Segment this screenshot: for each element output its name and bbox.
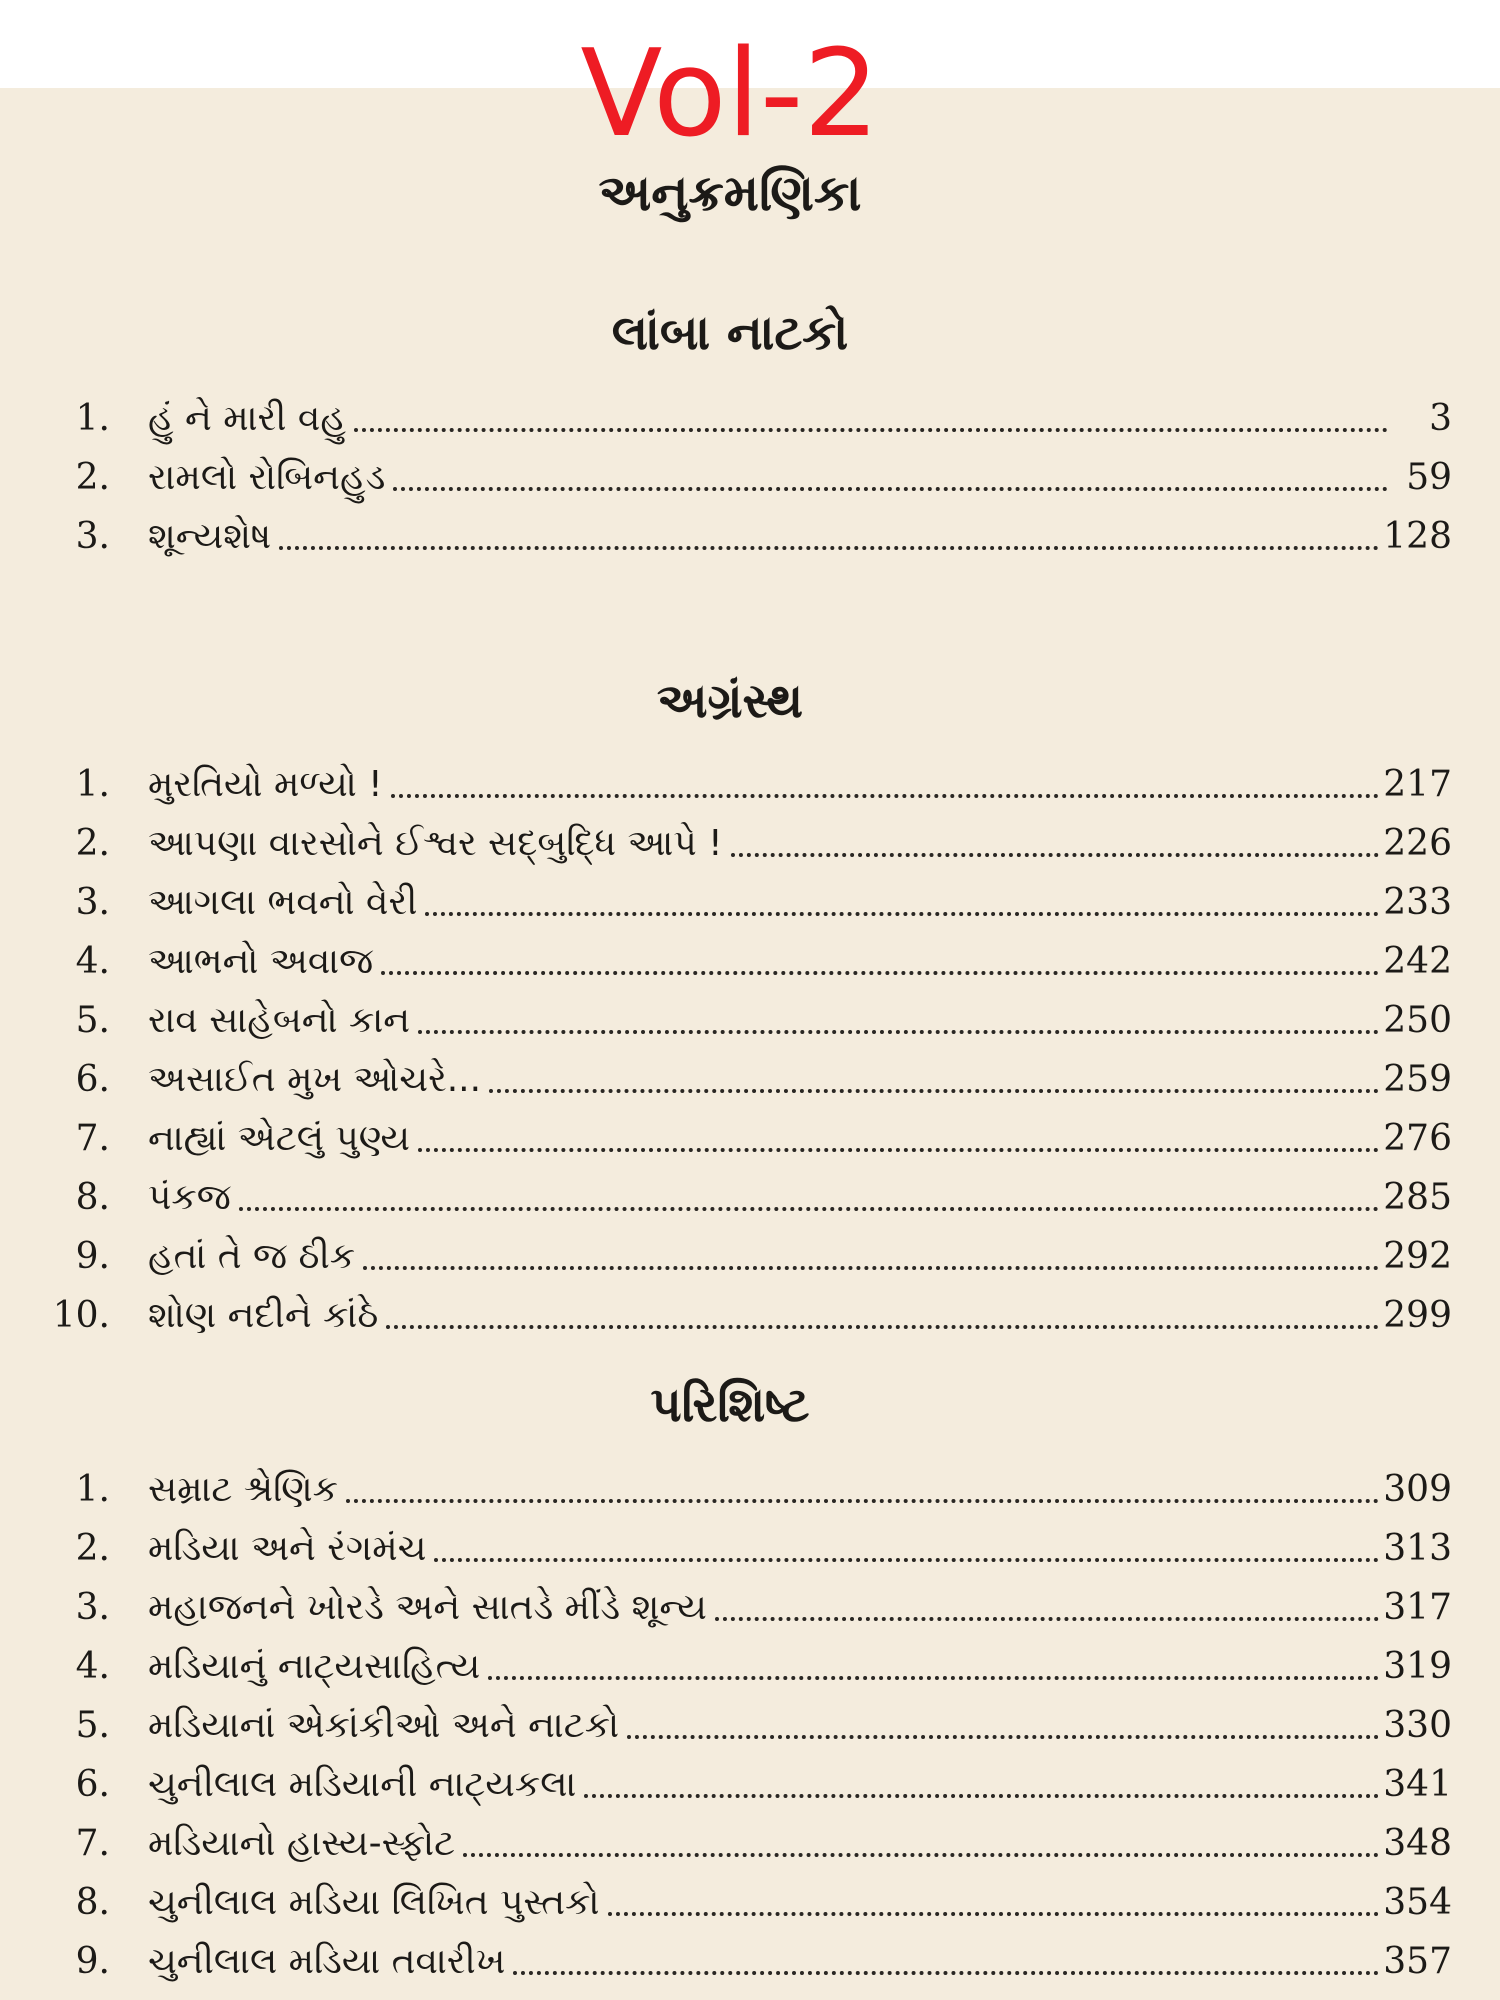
dot-leader: [584, 1790, 1379, 1798]
entry-number: 4.: [75, 1646, 110, 1687]
entry-number: 2.: [75, 1528, 110, 1569]
dot-leader: [381, 967, 1379, 975]
dot-leader: [731, 849, 1380, 857]
entry-title: મડિયાનો હાસ્ય-સ્ફોટ: [148, 1823, 456, 1864]
entry-page-number: 341: [1383, 1764, 1452, 1805]
toc-entry[interactable]: [30, 451, 1452, 505]
toc-entry[interactable]: [30, 1640, 1452, 1694]
entry-page-number: 357: [1383, 1941, 1452, 1982]
entry-title: નાહ્યાં એટલું પુણ્ય: [148, 1118, 410, 1159]
entry-title: ચુનીલાલ મડિયા તવારીખ: [148, 1941, 506, 1982]
entry-number: 6.: [75, 1764, 110, 1805]
dot-leader: [463, 1849, 1379, 1857]
entry-number: 10.: [52, 1295, 110, 1336]
entry-number: 4.: [75, 941, 110, 982]
entry-title: મુરતિયો મળ્યો !: [148, 764, 383, 805]
entry-title: રાવ સાહેબનો કાન: [148, 1000, 411, 1041]
entry-number: 9.: [75, 1236, 110, 1277]
entry-number: 1.: [75, 1469, 110, 1510]
toc-entry[interactable]: [30, 1876, 1452, 1930]
entry-title: રામલો રોબિનહુડ: [148, 457, 386, 498]
entry-page-number: 242: [1383, 941, 1452, 982]
entry-page-number: 292: [1383, 1236, 1452, 1277]
dot-leader: [386, 1321, 1379, 1329]
entry-number: 2.: [75, 457, 110, 498]
entry-title: મડિયાનું નાટ્યસાહિત્ય: [148, 1646, 481, 1687]
dot-leader: [434, 1554, 1379, 1562]
entry-number: 1.: [75, 398, 110, 439]
toc-entry[interactable]: [30, 1289, 1452, 1343]
section-heading-one-act-plays: અગ્રંસ્થ: [656, 673, 804, 729]
entry-page-number: 354: [1383, 1882, 1452, 1923]
entry-page-number: 276: [1383, 1118, 1452, 1159]
entry-title: મહાજનને ખોરડે અને સાતડે મીંડે શૂન્ય: [148, 1587, 707, 1628]
entry-title: સમ્રાટ શ્રેણિક: [148, 1469, 339, 1510]
entry-page-number: 330: [1383, 1705, 1452, 1746]
entry-number: 7.: [75, 1118, 110, 1159]
toc-entry[interactable]: [30, 935, 1452, 989]
entry-number: 7.: [75, 1823, 110, 1864]
entry-number: 3.: [75, 882, 110, 923]
entry-title: શોણ નદીને કાંઠે: [148, 1295, 379, 1336]
toc-entry[interactable]: [30, 994, 1452, 1048]
entry-page-number: 313: [1383, 1528, 1452, 1569]
entry-title: આગલા ભવનો વેરી: [148, 882, 418, 923]
entry-page-number: 348: [1383, 1823, 1452, 1864]
dot-leader: [391, 790, 1380, 798]
toc-entry[interactable]: [30, 1112, 1452, 1166]
entry-page-number: 319: [1383, 1646, 1452, 1687]
toc-entry[interactable]: [30, 1699, 1452, 1753]
entry-number: 8.: [75, 1882, 110, 1923]
entry-number: 1.: [75, 764, 110, 805]
entry-page-number: 250: [1383, 1000, 1452, 1041]
dot-leader: [363, 1262, 1379, 1270]
dot-leader: [715, 1613, 1379, 1621]
dot-leader: [425, 908, 1379, 916]
toc-entry[interactable]: [30, 876, 1452, 930]
toc-entry[interactable]: [30, 392, 1452, 446]
entry-number: 9.: [75, 1941, 110, 1982]
entry-page-number: 233: [1383, 882, 1452, 923]
entry-page-number: 128: [1383, 516, 1452, 557]
toc-entry[interactable]: [30, 758, 1452, 812]
entry-number: 3.: [75, 516, 110, 557]
dot-leader: [488, 1672, 1379, 1680]
entry-title: ચુનીલાલ મડિયાની નાટ્યકલા: [148, 1764, 577, 1805]
entry-page-number: 217: [1383, 764, 1452, 805]
dot-leader: [279, 542, 1379, 550]
dot-leader: [418, 1144, 1379, 1152]
entry-title: હતાં તે જ ઠીક: [148, 1236, 356, 1277]
section-heading-long-plays: લાંબા નાટકો: [611, 305, 849, 361]
entry-title: મડિયાનાં એકાંકીઓ અને નાટકો: [148, 1705, 620, 1746]
dot-leader: [346, 1495, 1379, 1503]
toc-entry[interactable]: [30, 1230, 1452, 1284]
section-heading-appendix: પરિશિષ્ટ: [650, 1377, 810, 1433]
toc-entry[interactable]: [30, 1817, 1452, 1871]
dot-leader: [627, 1731, 1379, 1739]
dot-leader: [513, 1967, 1379, 1975]
entry-page-number: 59: [1406, 457, 1452, 498]
entry-title: મડિયા અને રંગમંચ: [148, 1528, 427, 1569]
page-title: અનુક્રમણિકા: [598, 164, 862, 222]
volume-label: Vol-2: [580, 25, 880, 164]
toc-entry[interactable]: [30, 1758, 1452, 1812]
entry-page-number: 309: [1383, 1469, 1452, 1510]
toc-entry[interactable]: [30, 1935, 1452, 1989]
dot-leader: [393, 483, 1388, 491]
entry-page-number: 285: [1383, 1177, 1452, 1218]
dot-leader: [489, 1085, 1379, 1093]
toc-entry[interactable]: [30, 1581, 1452, 1635]
entry-number: 2.: [75, 823, 110, 864]
toc-entry[interactable]: [30, 817, 1452, 871]
entry-title: ચુનીલાલ મડિયા લિખિત પુસ્તકો: [148, 1882, 600, 1923]
dot-leader: [418, 1026, 1379, 1034]
dot-leader: [354, 424, 1388, 432]
toc-entry[interactable]: [30, 1171, 1452, 1225]
entry-title: અસાઈત મુખ ઓચરે...: [148, 1059, 482, 1100]
entry-title: પંકજ: [148, 1177, 231, 1218]
toc-entry[interactable]: [30, 1463, 1452, 1517]
entry-number: 5.: [75, 1000, 110, 1041]
entry-page-number: 299: [1383, 1295, 1452, 1336]
entry-title: હું ને મારી વહુ: [148, 398, 346, 439]
entry-title: આભનો અવાજ: [148, 941, 374, 982]
entry-title: શૂન્યશેષ: [148, 516, 272, 557]
entry-page-number: 3: [1429, 398, 1452, 439]
entry-page-number: 317: [1383, 1587, 1452, 1628]
entry-number: 8.: [75, 1177, 110, 1218]
entry-page-number: 259: [1383, 1059, 1452, 1100]
toc-entry[interactable]: [30, 510, 1452, 564]
dot-leader: [239, 1203, 1379, 1211]
entry-number: 3.: [75, 1587, 110, 1628]
dot-leader: [608, 1908, 1380, 1916]
entry-number: 6.: [75, 1059, 110, 1100]
toc-entry[interactable]: [30, 1053, 1452, 1107]
entry-number: 5.: [75, 1705, 110, 1746]
entry-page-number: 226: [1383, 823, 1452, 864]
toc-entry[interactable]: [30, 1522, 1452, 1576]
entry-title: આપણા વારસોને ઈશ્વર સદ્બુદ્ધિ આપે !: [148, 823, 723, 864]
